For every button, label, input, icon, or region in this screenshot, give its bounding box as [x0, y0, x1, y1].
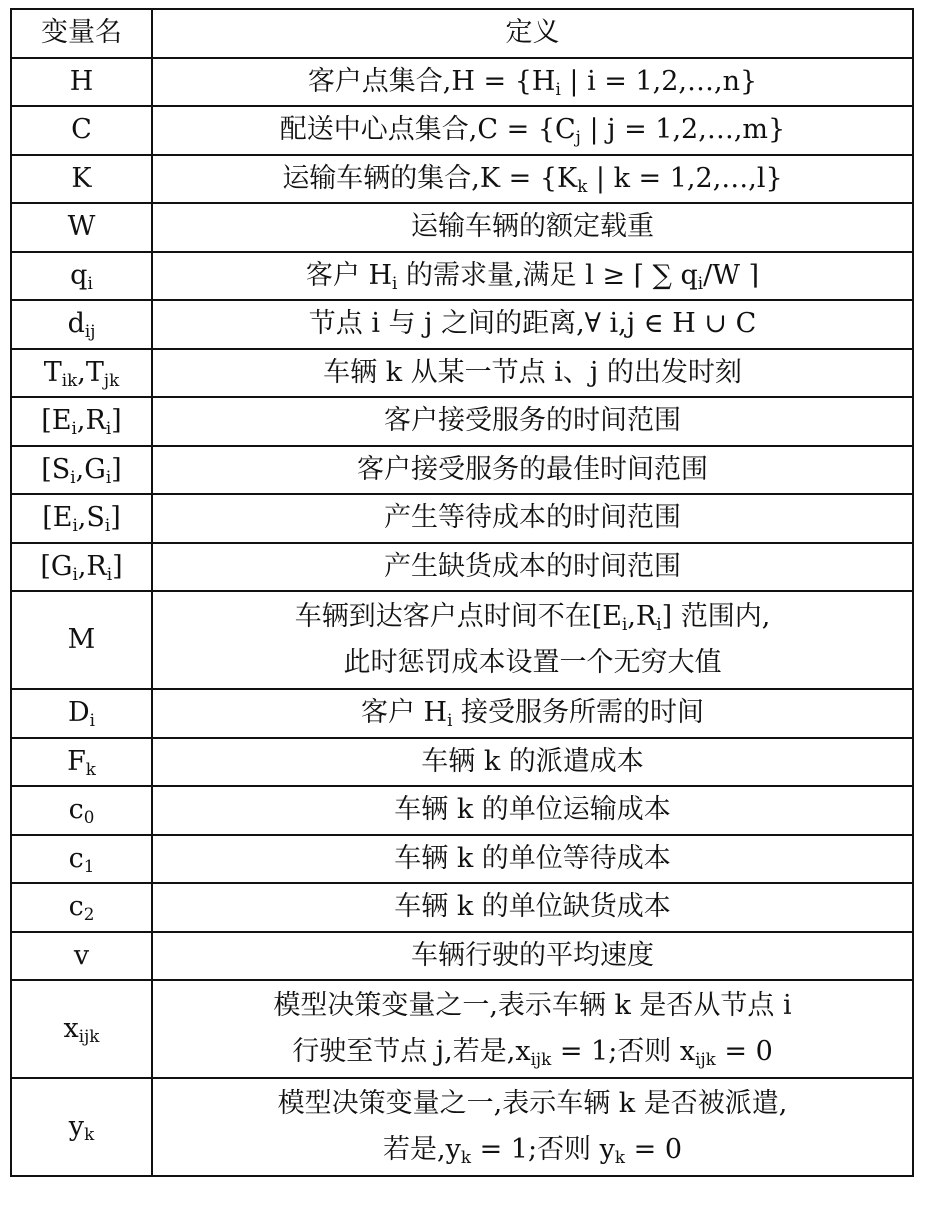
variable-name-cell: $x_{ijk}$ — [11, 980, 152, 1078]
table-row — [11, 738, 913, 787]
table-row — [11, 1078, 913, 1176]
table-row — [11, 397, 913, 446]
table-row — [11, 591, 913, 689]
variable-name-cell: K — [11, 155, 152, 204]
definition-cell: 客户 $H_i$ 的需求量,满足 l ≥ ⌈ ∑ $q_i/W$ ⌉ — [152, 252, 913, 301]
definition-cell: 客户点集合$,H = \{H_i$ | i = 1,2,…,n} — [152, 58, 913, 107]
variable-name-cell: $D_i$ — [11, 689, 152, 738]
definition-cell: 车辆 k 从某一节点 i、j 的出发时刻 — [152, 349, 913, 398]
definition-cell: 车辆 k 的单位缺货成本 — [152, 883, 913, 932]
variable-name-cell: $y_k$ — [11, 1078, 152, 1176]
table-row — [11, 883, 913, 932]
table-row — [11, 932, 913, 981]
definition-cell — [152, 980, 913, 1078]
definition-cell: 运输车辆的集合$,K = \{K_k$ | k = 1,2,…,l} — [152, 155, 913, 204]
table-row — [11, 689, 913, 738]
table-row — [11, 494, 913, 543]
variable-name-cell: $[S_i,G_i]$ — [11, 446, 152, 495]
table-row — [11, 543, 913, 592]
definition-cell: 客户 $H_i$ 接受服务所需的时间 — [152, 689, 913, 738]
variable-name-cell: C — [11, 106, 152, 155]
variable-name-cell: $c_2$ — [11, 883, 152, 932]
table-row — [11, 980, 913, 1078]
table-header-row — [11, 9, 913, 58]
definition-cell — [152, 591, 913, 689]
table-row — [11, 155, 913, 204]
definition-line: 车辆到达客户点时间不在$[E_i,R_i]$ 范围内, — [294, 600, 771, 634]
definition-line: 行驶至节点 j,若是$,x_{ijk} = 1$;否则 $x_{ijk} = 0$ — [292, 1036, 773, 1070]
variable-definition-table-container — [10, 8, 914, 1177]
definition-cell: 客户接受服务的时间范围 — [152, 397, 913, 446]
table-row — [11, 58, 913, 107]
table-row — [11, 349, 913, 398]
definition-cell: 运输车辆的额定载重 — [152, 203, 913, 252]
variable-name-cell: $T_{ik},T_{jk}$ — [11, 349, 152, 398]
variable-name-cell: $F_k$ — [11, 738, 152, 787]
variable-name-cell: M — [11, 591, 152, 689]
definition-cell: 产生缺货成本的时间范围 — [152, 543, 913, 592]
definition-cell: 车辆 k 的派遣成本 — [152, 738, 913, 787]
definition-cell: 产生等待成本的时间范围 — [152, 494, 913, 543]
variable-name-cell: $c_1$ — [11, 835, 152, 884]
definition-line: 此时惩罚成本设置一个无穷大值 — [343, 647, 722, 678]
table-row — [11, 252, 913, 301]
variable-name-cell: $[E_i,R_i]$ — [11, 397, 152, 446]
definition-cell: 客户接受服务的最佳时间范围 — [152, 446, 913, 495]
definition-cell: 车辆行驶的平均速度 — [152, 932, 913, 981]
table-row — [11, 203, 913, 252]
variable-name-cell: H — [11, 58, 152, 107]
table-row — [11, 835, 913, 884]
definition-line: 模型决策变量之一,表示车辆 k 是否从节点 i — [273, 989, 792, 1021]
variable-name-cell: $[G_i,R_i]$ — [11, 543, 152, 592]
variable-name-cell: $c_0$ — [11, 786, 152, 835]
definition-line: 模型决策变量之一,表示车辆 k 是否被派遣, — [277, 1087, 788, 1119]
variable-name-cell: $[E_i,S_i]$ — [11, 494, 152, 543]
table-body — [11, 58, 913, 1177]
definition-cell: 车辆 k 的单位等待成本 — [152, 835, 913, 884]
definition-cell: 配送中心点集合$,C = \{C_j$ | j = 1,2,…,m} — [152, 106, 913, 155]
header-definition: 定义 — [152, 9, 913, 58]
header-variable-name: 变量名 — [11, 9, 152, 58]
variable-name-cell: $q_i$ — [11, 252, 152, 301]
definition-cell — [152, 1078, 913, 1176]
table-row — [11, 446, 913, 495]
variable-name-cell: W — [11, 203, 152, 252]
variable-definition-table — [10, 8, 914, 1177]
table-row — [11, 106, 913, 155]
table-row — [11, 786, 913, 835]
definition-cell: 节点 i 与 j 之间的距离,∀ i,j ∈ H ∪ C — [152, 300, 913, 349]
variable-name-cell: $d_{ij}$ — [11, 300, 152, 349]
definition-cell: 车辆 k 的单位运输成本 — [152, 786, 913, 835]
table-row — [11, 300, 913, 349]
variable-name-cell: v — [11, 932, 152, 981]
definition-line: 若是$,y_k = 1$;否则 $y_k = 0$ — [383, 1134, 682, 1168]
